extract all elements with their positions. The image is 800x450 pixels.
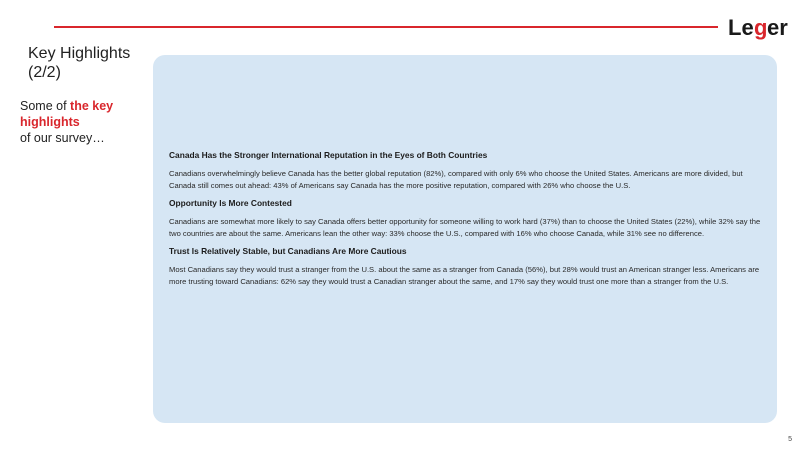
section-body: Canadians are somewhat more likely to say Canada offers better opportunity for someone willing to work hard (37%) than to choose the United States (22%), while 32% say the two countries are about the same. Americans lean the other way: 33% choose the U.S., compared with 16% who choose Canada, while 31% see no difference. [169,217,761,238]
page-title [28,44,158,82]
highlight-section [169,198,764,239]
section-body: Canadians overwhelmingly believe Canada has the better global reputation (82%), compared with only 6% who choose the United States. Americans are more divided, but Canada still comes out ahead: 43% of Americans say Canada has the more positive reputation, compared with 26% who choose the U.S. [169,169,743,190]
section-heading: Canada Has the Stronger International Reputation in the Eyes of Both Countries [169,150,488,160]
section-heading: Opportunity Is More Contested [169,198,292,208]
section-heading: Trust Is Relatively Stable, but Canadians Are More Cautious [169,246,407,256]
svg-text:er: er [767,15,788,40]
page-title-line-1: Key Highlights [28,45,131,62]
leger-logo [726,14,788,50]
intro-highlight-2: highlights [20,115,80,129]
page-number: 5 [788,436,792,443]
svg-text:g: g [754,15,768,40]
section-body: Most Canadians say they would trust a stranger from the U.S. about the same as a stranger from Canada (56%), but 28% would trust an American stranger less. Americans are more trusting toward Canadians: 62% say they would trust a Canadian stranger about the same, and 17% say they would trust one more than a stranger from the U.S. [169,265,760,286]
intro-highlight-1: the key [70,99,114,113]
highlights-content [169,150,764,294]
intro-suffix: of our survey… [20,131,105,145]
header-rule [54,26,718,28]
svg-text:Le: Le [728,15,754,40]
highlight-section [169,246,764,287]
intro-text [20,98,140,146]
page-title-line-2: (2/2) [28,64,61,81]
intro-prefix: Some of [20,99,71,113]
highlight-section [169,150,764,191]
